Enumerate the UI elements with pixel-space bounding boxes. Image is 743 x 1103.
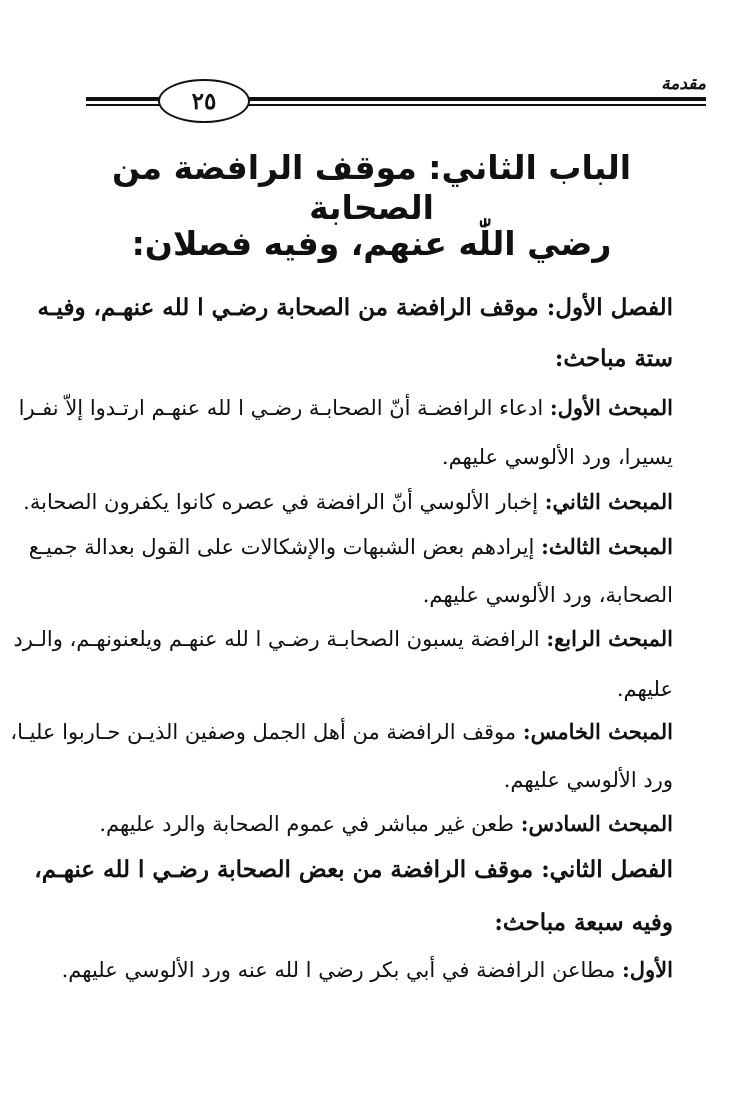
toc-line: الفصل الأول: موقف الرافضة من الصحابة رضـي ا لله عنهـم، وفيـه xyxy=(37,294,673,321)
toc-line: ورد الألوسي عليهم. xyxy=(503,768,673,792)
toc-line: الأول: مطاعن الرافضة في أبي بكر رضي ا لله عنه ورد الألوسي عليهم. xyxy=(61,957,673,982)
running-section-title: مقدمة xyxy=(657,74,706,94)
page-number: ٢٥ xyxy=(158,79,250,123)
toc-line: المبحث الثالث: إيرادهم بعض الشبهات والإشكالات على القول بعدالة جميـع xyxy=(28,534,673,559)
chapter-title-line-1: الباب الثاني: موقف الرافضة من الصحابة xyxy=(111,148,632,227)
toc-line: المبحث الثاني: إخبار الألوسي أنّ الرافضة في عصره كانوا يكفرون الصحابة. xyxy=(23,489,673,514)
toc-line: عليهم. xyxy=(616,677,673,701)
toc-line: وفيه سبعة مباحث: xyxy=(494,909,673,936)
toc-line: الفصل الثاني: موقف الرافضة من بعض الصحابة رضـي ا لله عنهـم، xyxy=(34,856,673,883)
running-header xyxy=(86,72,706,126)
toc-line: الصحابة، ورد الألوسي عليهم. xyxy=(422,583,673,607)
toc-line: المبحث السادس: طعن غير مباشر في عموم الصحابة والرد عليهم. xyxy=(99,811,673,836)
chapter-title-line-2: رضي اللّٰه عنهم، وفيه فصلان: xyxy=(131,224,612,263)
toc-line: يسيرا، ورد الألوسي عليهم. xyxy=(441,445,673,469)
toc-line: المبحث الأول: ادعاء الرافضـة أنّ الصحابـة رضـي ا لله عنهـم ارتـدوا إلاّ نفـرا xyxy=(18,395,673,420)
toc-line: المبحث الخامس: موقف الرافضة من أهل الجمل وصفين الذيـن حـاربوا عليـا، xyxy=(10,719,673,744)
toc-line: المبحث الرابع: الرافضة يسبون الصحابـة رضـي ا لله عنهـم ويلعنونهـم، والـرد xyxy=(13,626,673,651)
toc-line: ستة مباحث: xyxy=(554,345,673,372)
